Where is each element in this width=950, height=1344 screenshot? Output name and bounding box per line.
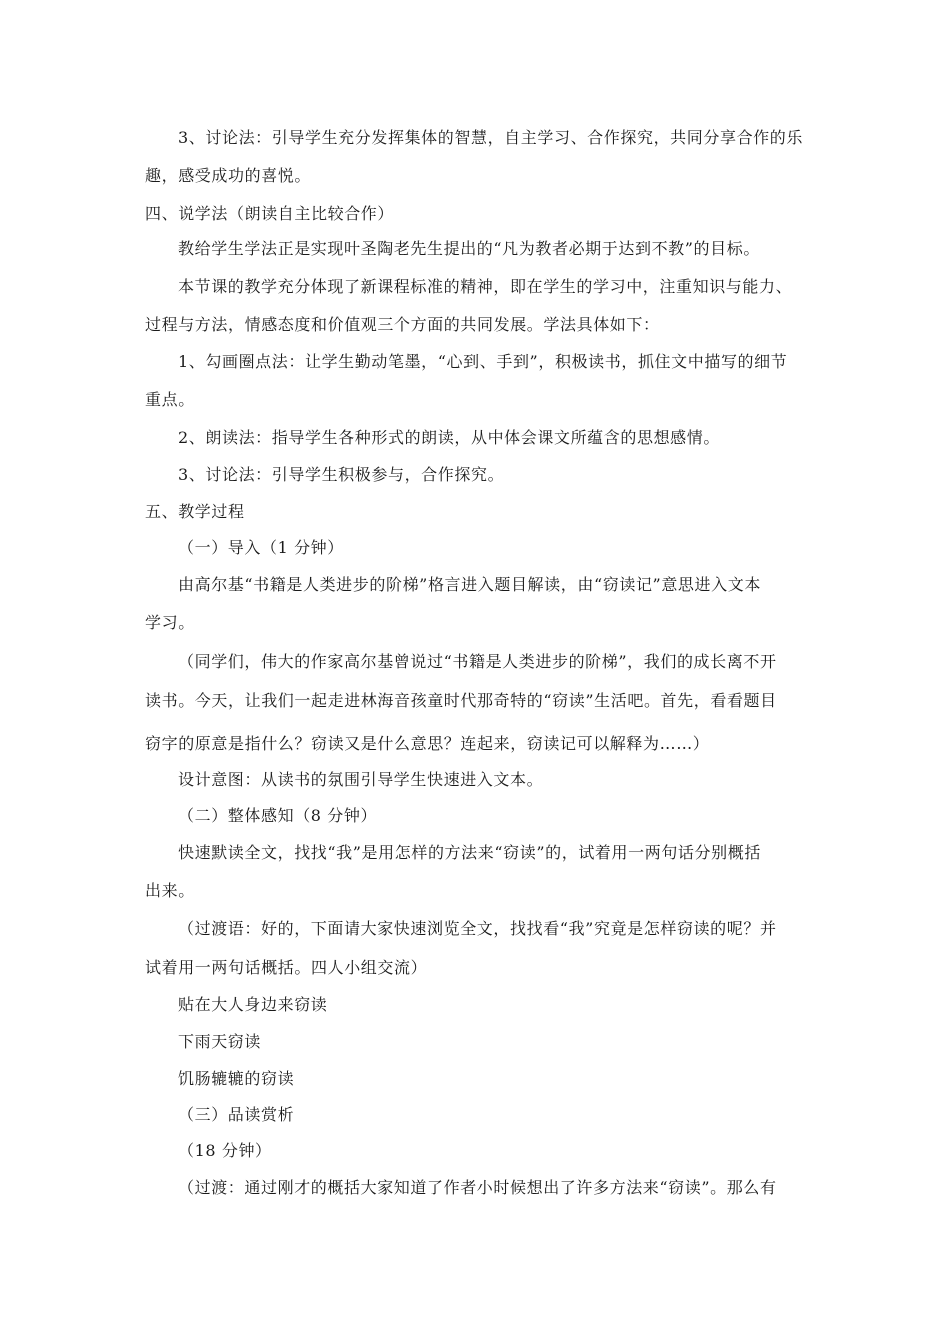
list-item: 贴在大人身边来窃读 — [178, 995, 328, 1014]
paragraph-line: 由高尔基“书籍是人类进步的阶梯”格言进入题目解读，由“窃读记”意思进入文本 — [178, 575, 761, 594]
paragraph-line: （过渡：通过刚才的概括大家知道了作者小时候想出了许多方法来“窃读”。那么有 — [178, 1178, 777, 1197]
paragraph-line: 教给学生学法正是实现叶圣陶老先生提出的“凡为教者必期于达到不教”的目标。 — [178, 239, 760, 258]
paragraph-line: 快速默读全文，找找“我”是用怎样的方法来“窃读”的，试着用一两句话分别概括 — [178, 843, 761, 862]
paragraph-line: （同学们，伟大的作家高尔基曾说过“书籍是人类进步的阶梯”，我们的成长离不开 — [178, 652, 777, 671]
paragraph-line: 设计意图：从读书的氛围引导学生快速进入文本。 — [178, 770, 544, 789]
paragraph-line: 3、讨论法：引导学生充分发挥集体的智慧，自主学习、合作探究，共同分享合作的乐 — [178, 128, 803, 147]
paragraph-line: 窃字的原意是指什么？窃读又是什么意思？连起来，窃读记可以解释为……） — [145, 734, 710, 753]
paragraph-line: 学习。 — [145, 613, 195, 632]
paragraph-line: 1、勾画圈点法：让学生勤动笔墨，“心到、手到”，积极读书，抓住文中描写的细节 — [178, 352, 788, 371]
subsection-heading: （一）导入（1 分钟） — [178, 538, 344, 557]
subsection-heading: （三）品读赏析 — [178, 1105, 295, 1124]
paragraph-line: 3、讨论法：引导学生积极参与，合作探究。 — [178, 465, 505, 484]
list-item: 下雨天窃读 — [178, 1032, 262, 1051]
paragraph-line: （过渡语：好的，下面请大家快速浏览全文，找找看“我”究竟是怎样窃读的呢？并 — [178, 919, 777, 938]
paragraph-line: 过程与方法，情感态度和价值观三个方面的共同发展。学法具体如下： — [145, 315, 660, 334]
list-item: 饥肠辘辘的窃读 — [178, 1069, 295, 1088]
paragraph-line: 试着用一两句话概括。四人小组交流） — [145, 958, 428, 977]
paragraph-line: 出来。 — [145, 881, 195, 900]
paragraph-line: 重点。 — [145, 390, 195, 409]
section-heading: 五、教学过程 — [145, 502, 245, 521]
section-heading: 四、说学法（朗读自主比较合作） — [145, 204, 395, 223]
paragraph-line: 2、朗读法：指导学生各种形式的朗读，从中体会课文所蕴含的思想感情。 — [178, 428, 720, 447]
paragraph-line: 趣，感受成功的喜悦。 — [145, 166, 312, 185]
paragraph-line: （18 分钟） — [178, 1141, 272, 1160]
subsection-heading: （二）整体感知（8 分钟） — [178, 806, 378, 825]
paragraph-line: 读书。今天，让我们一起走进林海音孩童时代那奇特的“窃读”生活吧。首先，看看题目 — [145, 691, 777, 710]
paragraph-line: 本节课的教学充分体现了新课程标准的精神，即在学生的学习中，注重知识与能力、 — [178, 277, 793, 296]
